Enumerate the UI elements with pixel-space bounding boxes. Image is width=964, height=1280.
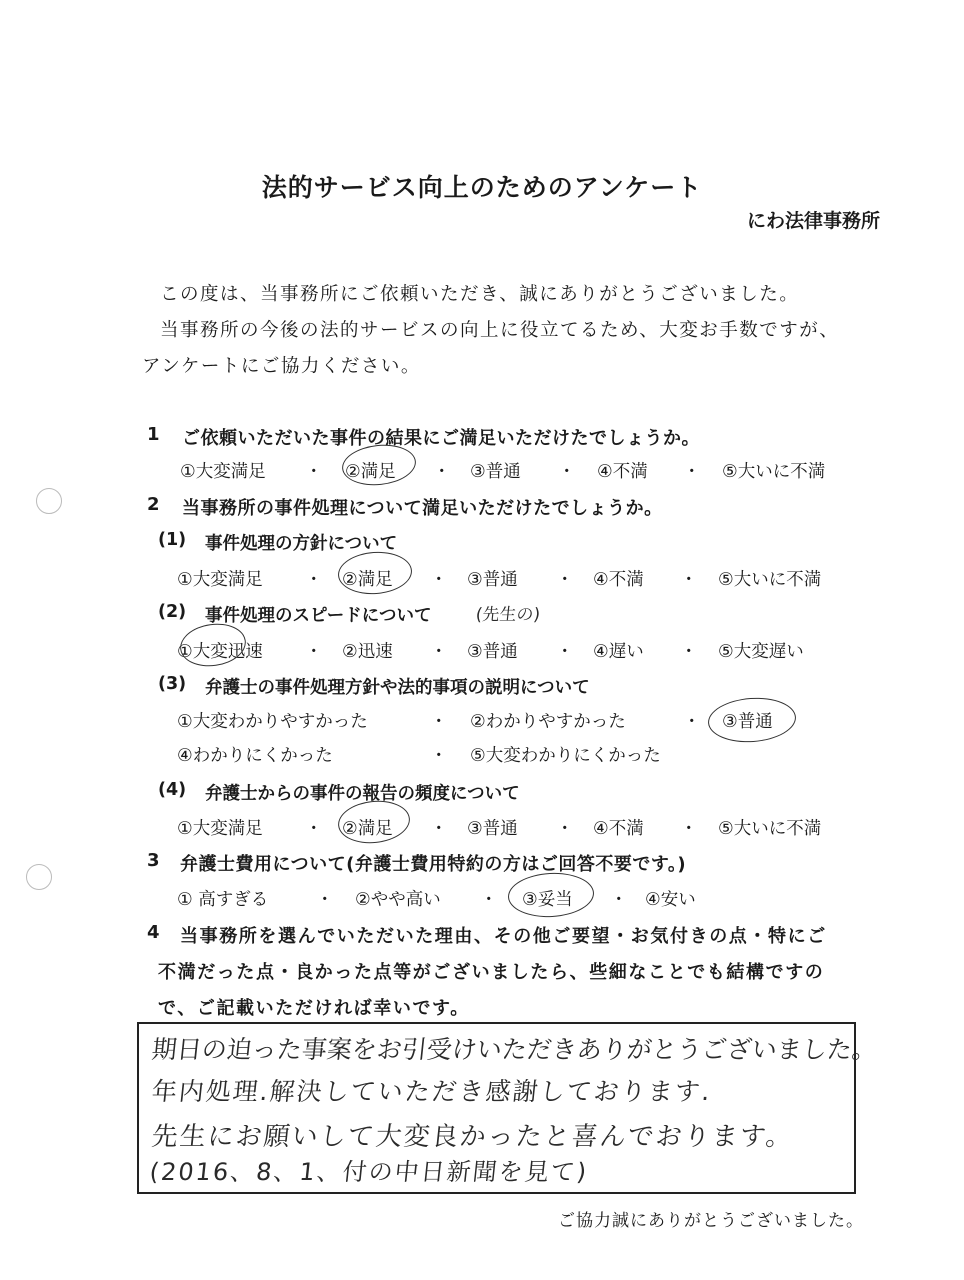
separator: ・ [305,462,323,482]
q2-3-option-4: ④わかりにくかった [177,746,333,766]
q2-3-answer-circle [707,695,798,745]
q2-1-option-2: ②満足 [342,570,393,590]
separator: ・ [558,462,576,482]
intro-line-2: 当事務所の今後の法的サービスの向上に役立てるため、大変お手数ですが、 [160,320,840,341]
q3-text: 弁護士費用について(弁護士費用特約の方はご回答不要です。) [180,854,687,875]
response-line-4: (2016、8、1、付の中日新聞を見て) [148,1158,590,1186]
separator: ・ [430,712,448,732]
q2-3-option-1: ①大変わかりやすかった [177,712,368,732]
q2-1-option-5: ⑤大いに不満 [718,570,822,590]
separator: ・ [430,746,448,766]
separator: ・ [430,819,448,839]
q2-4-option-4: ④不満 [593,819,644,839]
q2-3-option-2: ②わかりやすかった [470,712,626,732]
q3-option-2: ②やや高い [355,890,441,910]
punch-hole-top [36,488,62,514]
q2-2-option-5: ⑤大変遅い [718,642,804,662]
separator: ・ [683,712,701,732]
separator: ・ [556,819,574,839]
response-line-1: 期日の迫った事案をお引受けいただきありがとうございました。 [150,1035,879,1064]
q1-option-1: ①大変満足 [180,462,266,482]
q2-text: 当事務所の事件処理について満足いただけたでしょうか。 [182,498,663,519]
separator: ・ [316,890,334,910]
separator: ・ [680,819,698,839]
q2-2-option-1: ①大変迅速 [177,642,263,662]
q2-1-text: 事件処理の方針について [205,534,398,554]
q2-2-option-4: ④遅い [593,642,644,662]
q2-3-option-3: ③普通 [722,712,773,732]
response-line-2: 年内処理.解決していただき感謝しております. [150,1077,714,1106]
q4-number: 4 [147,922,160,943]
q4-line-1: 当事務所を選んでいただいた理由、その他ご要望・お気付きの点・特にご [180,926,827,947]
separator: ・ [683,462,701,482]
q2-2-label: (2) [158,602,187,622]
q1-text: ご依頼いただいた事件の結果にご満足いただけたでしょうか。 [182,428,700,449]
q4-line-3: で、ご記載いただければ幸いです。 [158,998,470,1019]
q1-option-3: ③普通 [470,462,521,482]
q3-number: 3 [147,850,160,871]
separator: ・ [305,819,323,839]
page-title: 法的サービス向上のためのアンケート [261,173,703,202]
q2-1-option-3: ③普通 [467,570,518,590]
q2-4-label: (4) [158,780,187,800]
q2-4-text: 弁護士からの事件の報告の頻度について [205,784,520,804]
response-line-3: 先生にお願いして大変良かったと喜んでおります。 [150,1122,796,1152]
q2-2-option-3: ③普通 [467,642,518,662]
separator: ・ [680,570,698,590]
q3-option-4: ④安い [645,890,696,910]
separator: ・ [610,890,628,910]
separator: ・ [430,570,448,590]
separator: ・ [680,642,698,662]
separator: ・ [556,642,574,662]
q2-1-option-1: ①大変満足 [177,570,263,590]
separator: ・ [430,642,448,662]
q1-number: 1 [147,424,160,445]
q1-option-2: ②満足 [345,462,396,482]
punch-hole-bottom [26,864,52,890]
q1-option-5: ⑤大いに不満 [722,462,826,482]
separator: ・ [556,570,574,590]
q3-answer-circle [507,871,595,919]
q2-number: 2 [147,494,160,515]
q2-1-option-4: ④不満 [593,570,644,590]
q2-3-label: (3) [158,674,187,694]
separator: ・ [305,570,323,590]
separator: ・ [433,462,451,482]
q2-2-handwritten-note: (先生の) [474,605,542,625]
q2-4-option-1: ①大変満足 [177,819,263,839]
q1-option-4: ④不満 [597,462,648,482]
q3-option-1: ① 高すぎる [177,890,269,910]
separator: ・ [305,642,323,662]
q2-4-option-2: ②満足 [342,819,393,839]
firm-name: にわ法律事務所 [746,210,880,232]
q2-1-label: (1) [158,530,187,550]
q2-3-text: 弁護士の事件処理方針や法的事項の説明について [205,678,590,698]
intro-line-3: アンケートにご協力ください。 [142,356,421,377]
closing-thanks: ご協力誠にありがとうございました。 [558,1211,864,1231]
separator: ・ [480,890,498,910]
q2-3-option-5: ⑤大変わかりにくかった [470,746,661,766]
intro-line-1: この度は、当事務所にご依頼いただき、誠にありがとうございました。 [160,284,800,305]
q2-4-option-3: ③普通 [467,819,518,839]
q2-2-text: 事件処理のスピードについて [205,606,432,626]
q3-option-3: ③妥当 [522,890,573,910]
q2-2-option-2: ②迅速 [342,642,393,662]
q2-4-option-5: ⑤大いに不満 [718,819,822,839]
q4-line-2: 不満だった点・良かった点等がございましたら、些細なことでも結構ですの [158,962,825,983]
